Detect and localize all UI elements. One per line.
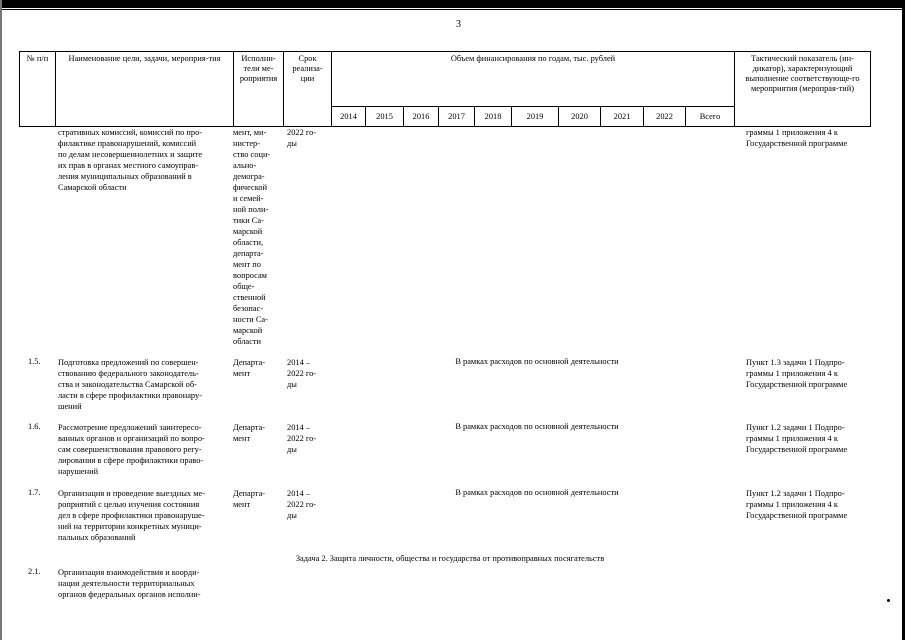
- row-exec: Департа- мент: [233, 489, 266, 509]
- row-name: Рассмотрение предложений заинтересо- ванных органов и организаций по вопро- сам совершенствования правового регу- лирования в сфере профилактики право- нарушений: [58, 423, 205, 476]
- row-funding: В рамках расходов по основной деятельности: [455, 357, 619, 366]
- row-number: 2.1.: [28, 567, 41, 576]
- year-header: 2021: [601, 107, 644, 127]
- row-number: 1.6.: [28, 422, 41, 431]
- header-col-exec: Исполни-тели ме-роприятия: [234, 52, 284, 127]
- row-number: 1.7.: [28, 488, 41, 497]
- row-continuation-name: стративных комиссий, комиссий по про- филактике правонарушений, комиссий по делам несовершеннолетних и защите их прав в органах местного самоуправ- ления муниципальных образований в Самарской области: [58, 128, 203, 192]
- row-funding: В рамках расходов по основной деятельности: [455, 422, 619, 431]
- header-col-funding: Объем финансирования по годам, тыс. рублей: [332, 52, 735, 107]
- row-continuation-indicator: граммы 1 приложения 4 к Государственной программе: [746, 128, 848, 148]
- left-border: [0, 0, 2, 640]
- year-header-total: Всего: [686, 107, 735, 127]
- row-number: 1.5.: [28, 357, 41, 366]
- task-2-title: Задача 2. Защита личности, общества и государства от противоправных посягательств: [295, 554, 605, 563]
- year-header: 2020: [559, 107, 601, 127]
- year-header: 2017: [439, 107, 475, 127]
- year-header: 2018: [475, 107, 512, 127]
- row-term: 2014 – 2022 го- ды: [287, 423, 317, 454]
- year-header: 2015: [366, 107, 404, 127]
- header-col-term: Срок реализа-ции: [284, 52, 332, 127]
- row-funding: В рамках расходов по основной деятельности: [455, 488, 619, 497]
- top-border: [0, 0, 905, 8]
- row-indicator: Пункт 1.2 задачи 1 Подпро- граммы 1 приложения 4 к Государственной программе: [746, 489, 848, 520]
- top-border-line: [0, 9, 905, 10]
- row-term: 2014 – 2022 го- ды: [287, 358, 317, 389]
- header-col-num: № п/п: [20, 52, 56, 127]
- header-col-name: Наименование цели, задачи, мероприя-тия: [56, 52, 234, 127]
- year-header: 2022: [644, 107, 686, 127]
- scan-speck: [887, 599, 890, 602]
- row-name: Организация взаимодействия и коорди- нации деятельности территориальных органов федеральных органов исполни-: [58, 568, 201, 599]
- year-header: 2014: [332, 107, 366, 127]
- page-number: 3: [456, 19, 461, 30]
- row-continuation-term: 2022 го- ды: [287, 128, 317, 148]
- table-header: [19, 51, 871, 127]
- year-header: 2019: [512, 107, 559, 127]
- row-name: Подготовка предложений по совершен- ствованию федерального законодатель- ства и законодательства Самарской об- ласти в сфере профилактики правонару- шений: [58, 358, 202, 411]
- year-header: 2016: [404, 107, 439, 127]
- row-continuation-exec: мент, ми- нистер- ство соци- ально- демогра- фической и семей- ной поли- тики Са- марской области, департа- мент по вопросам обще- ственной безопас- ности Са- марской области: [233, 128, 271, 346]
- header-col-indicator: Тактический показатель (ин-дикатор), характеризующий выполнение соответствующе-го мероприятия (меропрая-тий): [735, 52, 871, 127]
- row-exec: Департа- мент: [233, 423, 266, 443]
- row-indicator: Пункт 1.2 задачи 1 Подпро- граммы 1 приложения 4 к Государственной программе: [746, 423, 848, 454]
- row-name: Организация и проведение выездных ме- роприятий с целью изучения состояния дел в сфере профилактики правонаруше- ний на территории конкретных муници- пальных образований: [58, 489, 205, 542]
- row-indicator: Пункт 1.3 задачи 1 Подпро- граммы 1 приложения 4 к Государственной программе: [746, 358, 848, 389]
- row-term: 2014 – 2022 го- ды: [287, 489, 317, 520]
- row-exec: Департа- мент: [233, 358, 266, 378]
